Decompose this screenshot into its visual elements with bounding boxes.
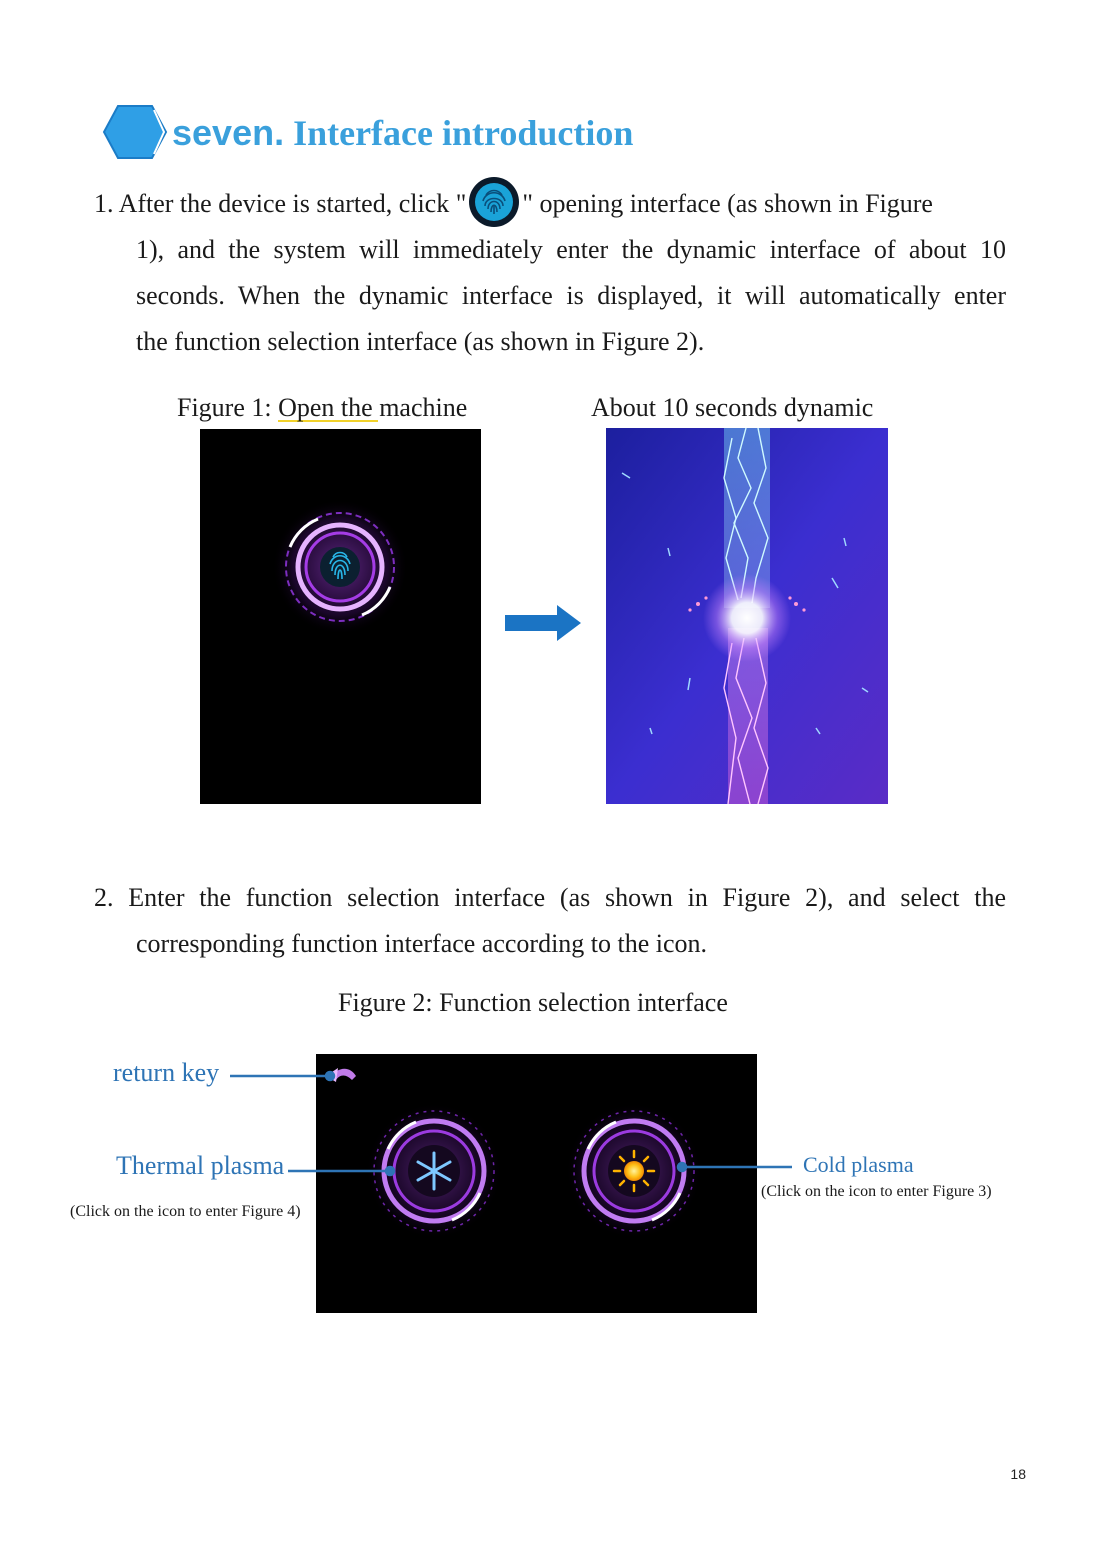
section-heading-prefix: seven. bbox=[172, 112, 285, 153]
step-2-line-2: corresponding function interface according to the icon. bbox=[136, 929, 708, 958]
step-1-line-3: seconds. When the dynamic interface is displayed, it will automatically enter bbox=[136, 281, 1006, 310]
step-1-text-before: After the device is started, click " bbox=[118, 189, 467, 218]
figure-1-caption-right: About 10 seconds dynamic bbox=[591, 393, 874, 422]
figure-2-caption: Figure 2: Function selection interface bbox=[338, 988, 728, 1017]
return-key-label: return key bbox=[113, 1058, 220, 1087]
thermal-plasma-note: (Click on the icon to enter Figure 4) bbox=[70, 1203, 301, 1220]
figure-1-caption-prefix: Figure 1: bbox=[177, 393, 279, 422]
cold-plasma-note: (Click on the icon to enter Figure 3) bbox=[761, 1183, 992, 1200]
step-2-line-1: Enter the function selection interface (as shown in Figure 2), and select the bbox=[128, 883, 1006, 912]
step-1-line-2: 1), and the system will immediately enter the dynamic interface of about 10 bbox=[136, 235, 1006, 264]
step-1-number: 1. bbox=[94, 189, 114, 218]
cold-plasma-label: Cold plasma bbox=[803, 1152, 914, 1177]
section-heading-title: Interface introduction bbox=[293, 113, 634, 153]
figure-1-caption-underlined: Open the machine bbox=[278, 393, 468, 422]
step-1-line-4: the function selection interface (as shown in Figure 2). bbox=[136, 327, 705, 356]
step-1-text-after: " opening interface (as shown in Figure bbox=[522, 189, 933, 218]
step-2-number: 2. bbox=[94, 883, 114, 912]
page-number: 18 bbox=[1010, 1466, 1026, 1482]
thermal-plasma-label: Thermal plasma bbox=[116, 1151, 285, 1180]
